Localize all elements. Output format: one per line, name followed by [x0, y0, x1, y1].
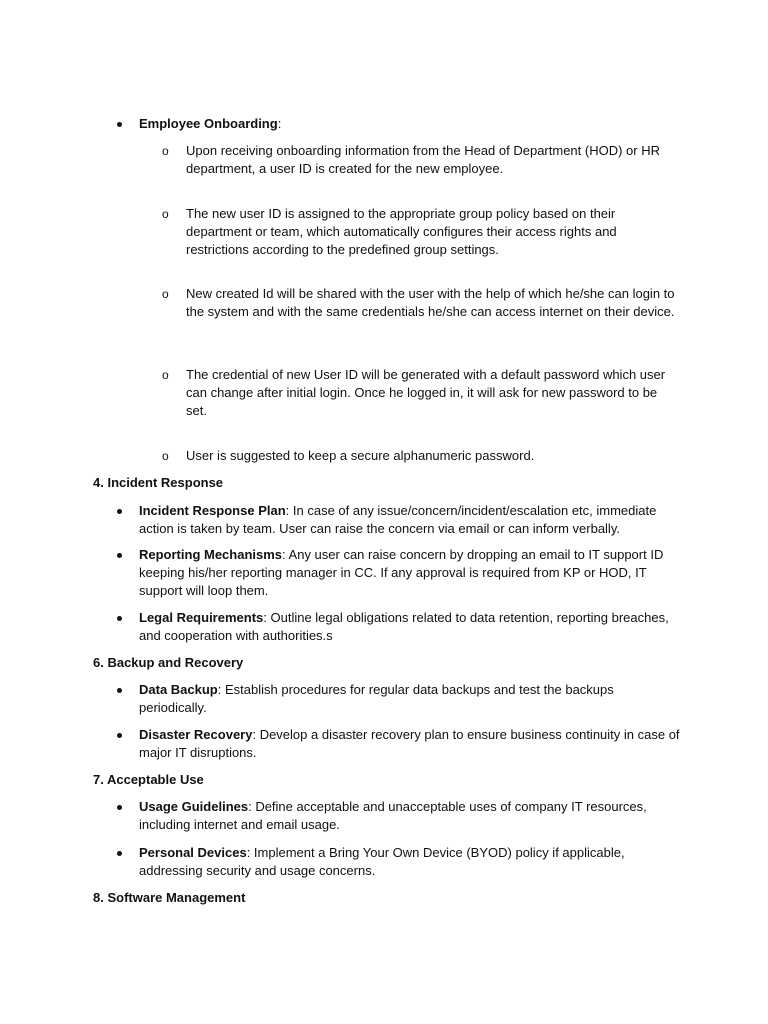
bullet-term: Employee Onboarding: [139, 116, 278, 131]
sub-bullet-item: [162, 285, 676, 321]
bullet-employee-onboarding: [139, 115, 684, 133]
sub-bullet-item: [162, 366, 676, 420]
bullet-item: [139, 844, 684, 880]
bullet-dot: [117, 805, 122, 810]
bullet-suffix: :: [277, 116, 282, 131]
bullet-term: Incident Response Plan: [139, 503, 286, 518]
sub-bullet-text: Upon receiving onboarding information from the Head of Department (HOD) or HR department, a user ID is created for the new employee.: [186, 143, 660, 176]
bullet-dot: [117, 509, 122, 514]
sub-bullet-marker: o: [162, 287, 169, 301]
bullet-dot: [117, 851, 122, 856]
bullet-dot: [117, 616, 122, 621]
bullet-text: : Develop a disaster recovery plan to ensure business continuity in case of major IT disruptions.: [139, 727, 680, 760]
sub-bullet-item: [162, 142, 676, 178]
bullet-item: [139, 726, 684, 762]
sub-bullet-marker: o: [162, 449, 169, 463]
bullet-term: Legal Requirements: [139, 610, 264, 625]
bullet-text: : Define acceptable and unacceptable uses of company IT resources, including internet and email usage.: [139, 799, 647, 832]
bullet-term: Usage Guidelines: [139, 799, 249, 814]
section-heading: 8. Software Management: [93, 890, 246, 905]
sub-bullet-text: User is suggested to keep a secure alphanumeric password.: [186, 448, 535, 463]
bullet-item: [139, 681, 684, 717]
sub-bullet-item: [162, 447, 676, 465]
bullet-text: : Outline legal obligations related to data retention, reporting breaches, and cooperation with authorities.s: [139, 610, 669, 643]
section-heading: 4. Incident Response: [93, 475, 224, 490]
bullet-item: [139, 798, 684, 834]
bullet-term: Personal Devices: [139, 845, 247, 860]
bullet-item: [139, 609, 684, 645]
bullet-text: : Implement a Bring Your Own Device (BYOD) policy if applicable, addressing security and usage concerns.: [139, 845, 625, 878]
bullet-term: Data Backup: [139, 682, 218, 697]
bullet-term: Disaster Recovery: [139, 727, 253, 742]
bullet-term: Reporting Mechanisms: [139, 547, 283, 562]
bullet-dot: [117, 553, 122, 558]
bullet-item: [139, 502, 684, 538]
bullet-item: [139, 546, 684, 600]
bullet-text: : Establish procedures for regular data backups and test the backups periodically.: [139, 682, 614, 715]
sub-bullet-text: New created Id will be shared with the user with the help of which he/she can login to the system and with the same credentials he/she can access internet on their device.: [186, 286, 675, 319]
bullet-dot: [117, 688, 122, 693]
sub-bullet-marker: o: [162, 144, 169, 158]
bullet-dot: [117, 122, 122, 127]
bullet-text: : In case of any issue/concern/incident/escalation etc, immediate action is taken by team. User can raise the concern via email or can inform verbally.: [139, 503, 657, 536]
sub-bullet-marker: o: [162, 207, 169, 221]
section-heading: 7. Acceptable Use: [93, 772, 204, 787]
bullet-text: : Any user can raise concern by dropping an email to IT support ID keeping his/her reporting manager in CC. If any approval is required from KP or HOD, IT support will loop them.: [139, 547, 664, 598]
sub-bullet-item: [162, 205, 676, 259]
sub-bullet-marker: o: [162, 368, 169, 382]
sub-bullet-text: The new user ID is assigned to the appropriate group policy based on their department or team, which automatically configures their access rights and restrictions according to the predefined group settings.: [186, 206, 617, 257]
sub-bullet-text: The credential of new User ID will be generated with a default password which user can change after initial login. Once he logged in, it will ask for new password to be set.: [186, 367, 666, 418]
bullet-dot: [117, 733, 122, 738]
section-heading: 6. Backup and Recovery: [93, 655, 244, 670]
